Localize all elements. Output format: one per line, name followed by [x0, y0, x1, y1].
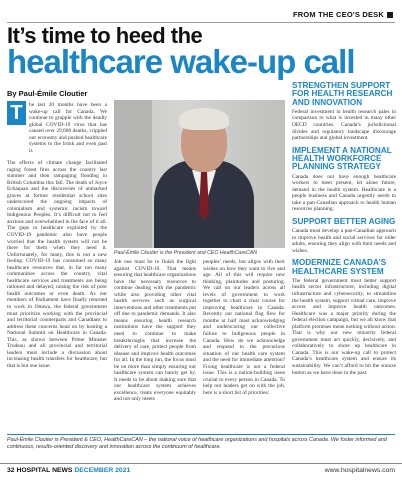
section-header	[293, 10, 393, 19]
sidebar-body: Canada must develop a pan-Canadian approach to improve health and social services for older adults, ensuring they align with their needs and wishes.	[292, 228, 396, 254]
sidebar-heading: SUPPORT BETTER AGING	[292, 216, 396, 226]
priorities-sidebar	[292, 82, 396, 381]
folio	[7, 467, 130, 474]
sidebar-heading: STRENGTHEN SUPPORT FOR HEALTH RESEARCH AND INNOVATION	[292, 81, 393, 107]
magazine-name: HOSPITAL NEWS	[16, 467, 73, 474]
article-column-2: Job one must be to finish the fight against COVID-19. That means ensuring that healthcare organizations have the necessary resources to continue dealing with the pandemic while also providing other vital health services such as surgical interventions and other treatments put off due to pandemic demands. It also means ensuring health research institutions have the support they need to continue to make breakthroughs that increase the delivery of care, protect people from disease and improve health outcomes for all. In the long run, the focus must be on more than simply ensuring our healthcare system can barely get by. It needs to be about making sure that our healthcare system achieves excellence, treats everyone equitably and not only meets	[114, 259, 196, 403]
footnote-divider	[7, 434, 395, 435]
article-column-3: peoples’ needs, but aligns with their wishes on how they want to live and age. All of this will require new thinking, plaintudes and posturing. We call on our leaders across all levels of government to work together to chart a clear course for improving healthcare in Canada. Recently our national flag flew for months at half mast acknowledging and underscoring our collective failure to Indigenous people in Canada. How do we acknowledge and respond to the precarious situation of our health care system and the need for immediate attention? Fixing healthcare is not a federal issue. This is a nation-building issue crucial to every person in Canada. To help our leaders get on with the job, here is a short list of priorities:	[203, 259, 285, 396]
article-column-1: The effects of climate change facilitated raging forest fires across the country last summer and then rampaging flooding in British Columbia this fall. The death of Joyce Echaquan and the discoveries of unmarked graves at former residential school sites underscored the ongoing impacts of colonialism and systemic racism toward Indigenous Peoples. It’s difficult not to feel anxious and overwhelmed in the face of it all. The gaps in healthcare exploited by the COVID-19 pandemic also have people worried that the health system will not be there for them when they need it. Unfortunately, for many, this is not a new feeling. COVID-19 has consumed so many healthcare resources that, in far too many communities across the country, vital healthcare services and treatments are being rationed and delayed, raising the risk of poor health outcomes or even death. As our members of Parliament have finally returned to work in Ottawa, the federal government must prioritize working with the provincial and territorial counterparts and Canadians to address these concerns head on by hosting a National Summit on Healthcare in Canada. This, as shown between Prime Minister Trudeau and all provincial and territorial leaders must include a discussion about increasing health transfers for healthcare, but that is but one issue.	[7, 160, 107, 369]
sidebar-heading: MODERNIZE CANADA’S HEALTHCARE SYSTEM	[292, 258, 387, 276]
folio-divider	[0, 463, 402, 464]
issue-month: DECEMBER 2021	[74, 467, 131, 474]
website-url: www.hospitalnews.com	[324, 467, 395, 474]
square-icon	[387, 12, 393, 18]
author-bio-footnote: Paul-Émile Cloutier is President & CEO, HealthCareCAN – the national voice of healthcare organizations and hospitals across Canada. We foster informed and continuous, results-oriented discovery and innovation across the continuum of healthcare.	[7, 437, 387, 450]
page-number: 32	[7, 467, 15, 474]
sidebar-body: Federal investment in health research pales in comparison to what is invested in many other OECD countries. Canada’s jurisdictional divides and regulatory landscape discourage partnerships and global investment.	[292, 108, 396, 142]
drop-cap: T	[7, 101, 26, 125]
headline-line-1: It’s time to heed the	[7, 23, 203, 48]
author-photo	[114, 100, 285, 248]
byline: By Paul-Émile Cloutier	[7, 89, 88, 98]
sidebar-heading: IMPLEMENT A NATIONAL HEALTH WORKFORCE PLANNING STRATEGY	[292, 145, 392, 172]
headline-line-2: healthcare wake-up call	[7, 43, 355, 80]
sidebar-body: Canada does not have enough healthcare workers to meet present, let alone future, demand in the health system. Healthcare is a people business and Canada urgently needs to take a pan-Canadian approach to health human resources planning.	[292, 173, 396, 213]
sidebar-body: The federal government must better support health sector infrastructure, including digital infrastructure and cybersecurity, to streamline the health system, support virtual care, improve access and improve health outcomes. Healthcare was a major priority during the federal election campaign, but we all know that platform promises mean nothing without action. That is why our new minority federal government must act quickly, decisively, and collaboratively to shore up healthcare in Canada. This is our wake-up call to protect Canada’s healthcare system and ensure its sustainability. We can’t afford to hit the snooze button as we have done in the past.	[292, 277, 396, 376]
section-label: FROM THE CEO'S DESK	[292, 10, 384, 19]
article-column-1-intro: he last 20 months have been a wake-up call for Canada. We continue to grapple with the deadly global COVID-19 virus that has caused over 29,000 deaths, crippled our economy and pushed healthcare systems to the brink and even past it.	[29, 102, 107, 154]
photo-caption: Paul-Émile Cloutier is the President and CEO HealthCareCAN	[114, 250, 258, 256]
